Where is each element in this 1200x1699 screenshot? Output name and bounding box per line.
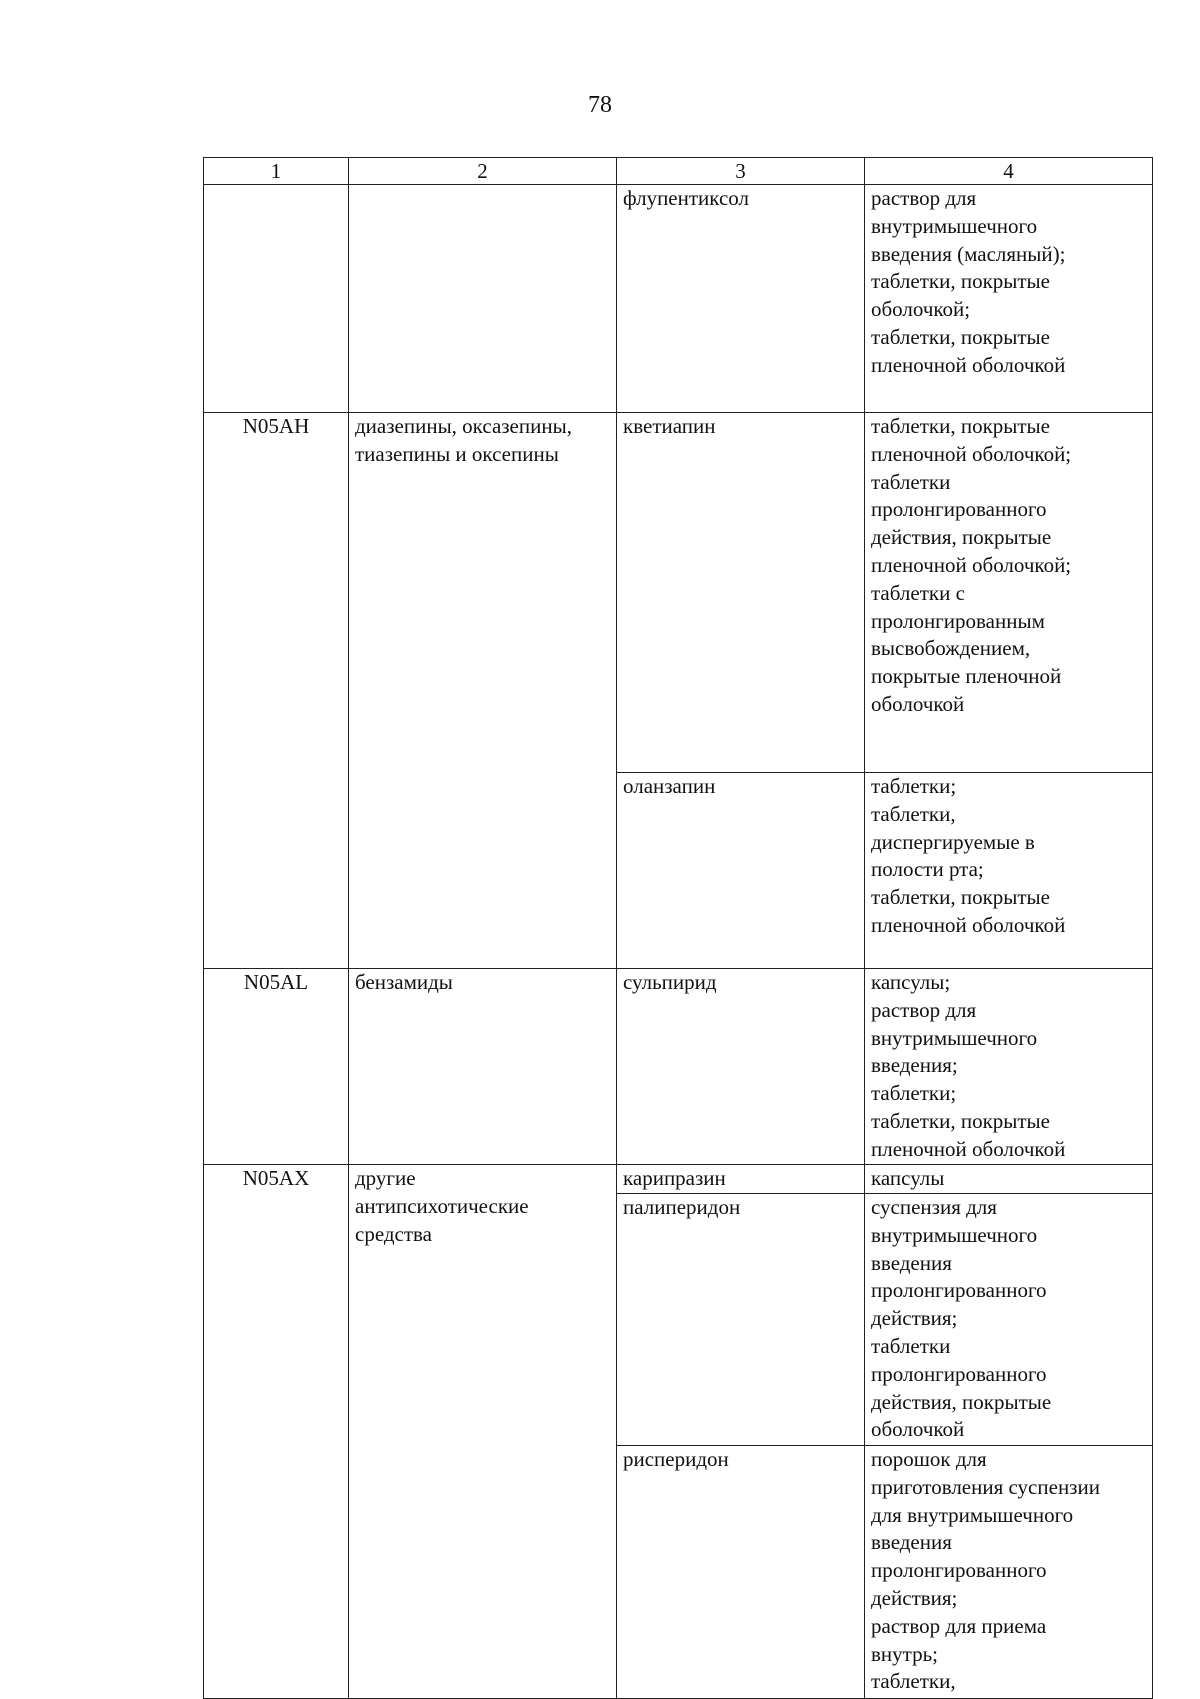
dosage-form-line: внутримышечного <box>871 1025 1038 1050</box>
dosage-form-line: для внутримышечного <box>871 1502 1074 1527</box>
dosage-form-line: пленочной оболочкой; <box>871 441 1072 466</box>
dosage-form-line: раствор для <box>871 997 977 1022</box>
dosage-form-line: таблетки, покрытые <box>871 414 1050 438</box>
drug-name-cell <box>617 1194 865 1446</box>
drug-name: флупентиксол <box>623 186 749 210</box>
drug-table <box>203 157 1153 1699</box>
dosage-form-line: введения <box>871 1250 952 1275</box>
dosage-form-line: таблетки, <box>871 801 956 826</box>
dosage-form-line: таблетки; <box>871 1081 957 1106</box>
dosage-form-line: таблетки, покрытые <box>871 324 1050 349</box>
drug-name: карипразин <box>623 1166 726 1190</box>
drug-name-cell <box>617 413 865 773</box>
dosage-form-line: пленочной оболочкой <box>871 352 1066 377</box>
group-name-line: антипсихотические <box>355 1193 529 1218</box>
dosage-form-line: оболочкой <box>871 1417 965 1442</box>
dosage-form-line: капсулы; <box>871 970 951 994</box>
dosage-form-line: введения <box>871 1530 952 1555</box>
dosage-forms-cell <box>865 185 1153 413</box>
dosage-form-line: капсулы <box>871 1166 945 1190</box>
group-name-line: бензамиды <box>355 970 453 994</box>
dosage-form-line: суспензия для <box>871 1195 997 1219</box>
dosage-form-line: оболочкой; <box>871 297 971 322</box>
dosage-form-line: введения (масляный); <box>871 241 1066 266</box>
dosage-form-line: таблетки <box>871 1333 951 1358</box>
dosage-form-line: таблетки, <box>871 1669 956 1694</box>
group-name-line: другие <box>355 1166 416 1190</box>
header-col-4: 4 <box>865 158 1153 185</box>
header-row <box>204 158 1153 185</box>
dosage-forms-cell <box>865 413 1153 773</box>
dosage-form-line: действия; <box>871 1585 958 1610</box>
dosage-form-line: введения; <box>871 1053 958 1078</box>
dosage-form-line: покрытые пленочной <box>871 664 1062 689</box>
atc-code: N05AL <box>243 970 309 994</box>
dosage-form-line: пролонгированным <box>871 608 1045 633</box>
table-row <box>204 413 1153 773</box>
drug-name: палиперидон <box>623 1195 741 1219</box>
header-col-3: 3 <box>617 158 865 185</box>
dosage-form-line: диспергируемые в <box>871 829 1035 854</box>
group-cell <box>349 969 617 1165</box>
dosage-form-line: оболочкой <box>871 691 965 716</box>
dosage-forms-cell <box>865 773 1153 969</box>
drug-name: рисперидон <box>623 1447 729 1471</box>
drug-name-cell <box>617 1446 865 1699</box>
header-col-2: 2 <box>349 158 617 185</box>
drug-name-cell <box>617 969 865 1165</box>
dosage-form-line: внутрь; <box>871 1641 938 1666</box>
dosage-form-line: таблетки <box>871 469 951 494</box>
group-name-line: диазепины, оксазепины, <box>355 414 572 438</box>
dosage-form-line: таблетки, покрытые <box>871 1108 1050 1133</box>
dosage-form-line: приготовления суспензии <box>871 1474 1100 1499</box>
dosage-form-line: пролонгированного <box>871 1558 1047 1583</box>
dosage-form-line: таблетки, покрытые <box>871 269 1050 294</box>
drug-name-cell <box>617 185 865 413</box>
drug-name: сульпирид <box>623 970 717 994</box>
dosage-form-line: действия, покрытые <box>871 525 1052 550</box>
table-row <box>204 1165 1153 1194</box>
dosage-form-line: полости рта; <box>871 857 984 882</box>
dosage-form-line: пленочной оболочкой <box>871 912 1066 937</box>
dosage-forms-cell <box>865 1165 1153 1194</box>
group-cell <box>349 1165 617 1699</box>
dosage-form-line: таблетки; <box>871 774 957 798</box>
dosage-form-line: действия; <box>871 1306 958 1331</box>
dosage-form-line: пленочной оболочкой <box>871 1136 1066 1161</box>
page-number: 78 <box>588 92 612 118</box>
table-row <box>204 185 1153 413</box>
table-row <box>204 969 1153 1165</box>
group-cell <box>349 185 617 413</box>
dosage-form-line: внутримышечного <box>871 213 1038 238</box>
atc-code-cell <box>204 969 349 1165</box>
atc-code-cell <box>204 1165 349 1699</box>
drug-name: оланзапин <box>623 774 716 798</box>
dosage-form-line: таблетки, покрытые <box>871 885 1050 910</box>
dosage-form-line: внутримышечного <box>871 1222 1038 1247</box>
group-name-line: средства <box>355 1221 433 1246</box>
drug-name-cell <box>617 773 865 969</box>
header-col-1: 1 <box>204 158 349 185</box>
dosage-forms-cell <box>865 1446 1153 1699</box>
dosage-forms-cell <box>865 969 1153 1165</box>
atc-code: N05AX <box>242 1166 310 1190</box>
dosage-form-line: раствор для <box>871 186 977 210</box>
dosage-form-line: пленочной оболочкой; <box>871 552 1072 577</box>
dosage-form-line: раствор для приема <box>871 1613 1047 1638</box>
dosage-form-line: пролонгированного <box>871 1361 1047 1386</box>
dosage-form-line: пролонгированного <box>871 497 1047 522</box>
dosage-form-line: таблетки с <box>871 580 965 605</box>
atc-code-cell <box>204 413 349 969</box>
group-cell <box>349 413 617 969</box>
dosage-forms-cell <box>865 1194 1153 1446</box>
drug-name-cell <box>617 1165 865 1194</box>
group-name-line: тиазепины и оксепины <box>355 441 559 466</box>
dosage-form-line: порошок для <box>871 1447 987 1471</box>
dosage-form-line: высвобождением, <box>871 636 1031 661</box>
drug-name: кветиапин <box>623 414 716 438</box>
dosage-form-line: действия, покрытые <box>871 1389 1052 1414</box>
atc-code-cell <box>204 185 349 413</box>
atc-code: N05AH <box>242 414 310 438</box>
dosage-form-line: пролонгированного <box>871 1278 1047 1303</box>
